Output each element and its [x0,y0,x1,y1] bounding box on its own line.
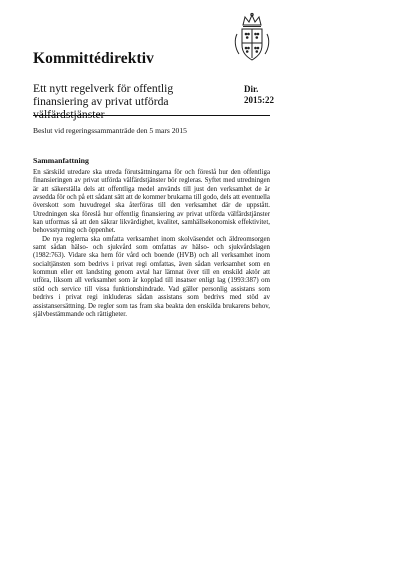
directive-number [244,84,274,106]
coat-of-arms-icon [232,12,272,64]
section-title-summary: Sammanfattning [33,156,89,165]
decision-line: Beslut vid regeringssammanträde den 5 mars 2015 [33,126,187,135]
dir-label: Dir. [244,84,259,94]
paragraph: De nya reglerna ska omfatta verksamhet inom skolväsendet och äldreomsorgen samt sådan hälso- och sjukvård som omfattas av hälso- och sjukvårdslagen (1982:763). Vidare ska hem för vård och boende (HVB) och all verksamhet inom socialtjänsten som bedrivs i privat regi omfattas, även sådan verksamhet som en kommun eller ett landsting genom avtal har lämnat över till en enskild aktör att utföra, liksom all verksamhet som är kopplad till insatser enligt lag (1993:387) om stöd och service till vissa funktionshindrade. Vad gäller personlig assistans som bedrivs i privat regi inkluderas sådan assistans som bedrivs med stöd av assistansersättning. De regler som tas fram ska beakta den enskilda brukarens behov, självbestämmande och rättigheter. [33,235,270,318]
directive-heading: Ett nytt regelverk för offentlig finansiering av privat utförda välfärdstjänster [33,82,174,121]
header-divider [33,115,270,116]
dir-number: 2015:22 [244,95,274,105]
paragraph: En särskild utredare ska utreda förutsättningarna för och föreslå hur den offentliga finansieringen av privat utförda välfärdstjänster bör regleras. Syftet med utredningen är att säkerställa dels att offentliga medel används till just den verksamhet de är avsedda för och på ett sådant sätt att de kommer brukarna till godo, dels att eventuella överskott som huvudregel ska återföras till den verksamhet där de uppstått. Utredningen ska föreslå hur offentlig finansiering av privat utförda välfärdstjänster kan utformas så att den säkrar likvärdighet, kvalitet, samhällsekonomisk effektivitet, behovsstyrning och öppenhet. [33,169,270,235]
summary-body [33,169,270,319]
document-type-title: Kommittédirektiv [33,50,154,67]
